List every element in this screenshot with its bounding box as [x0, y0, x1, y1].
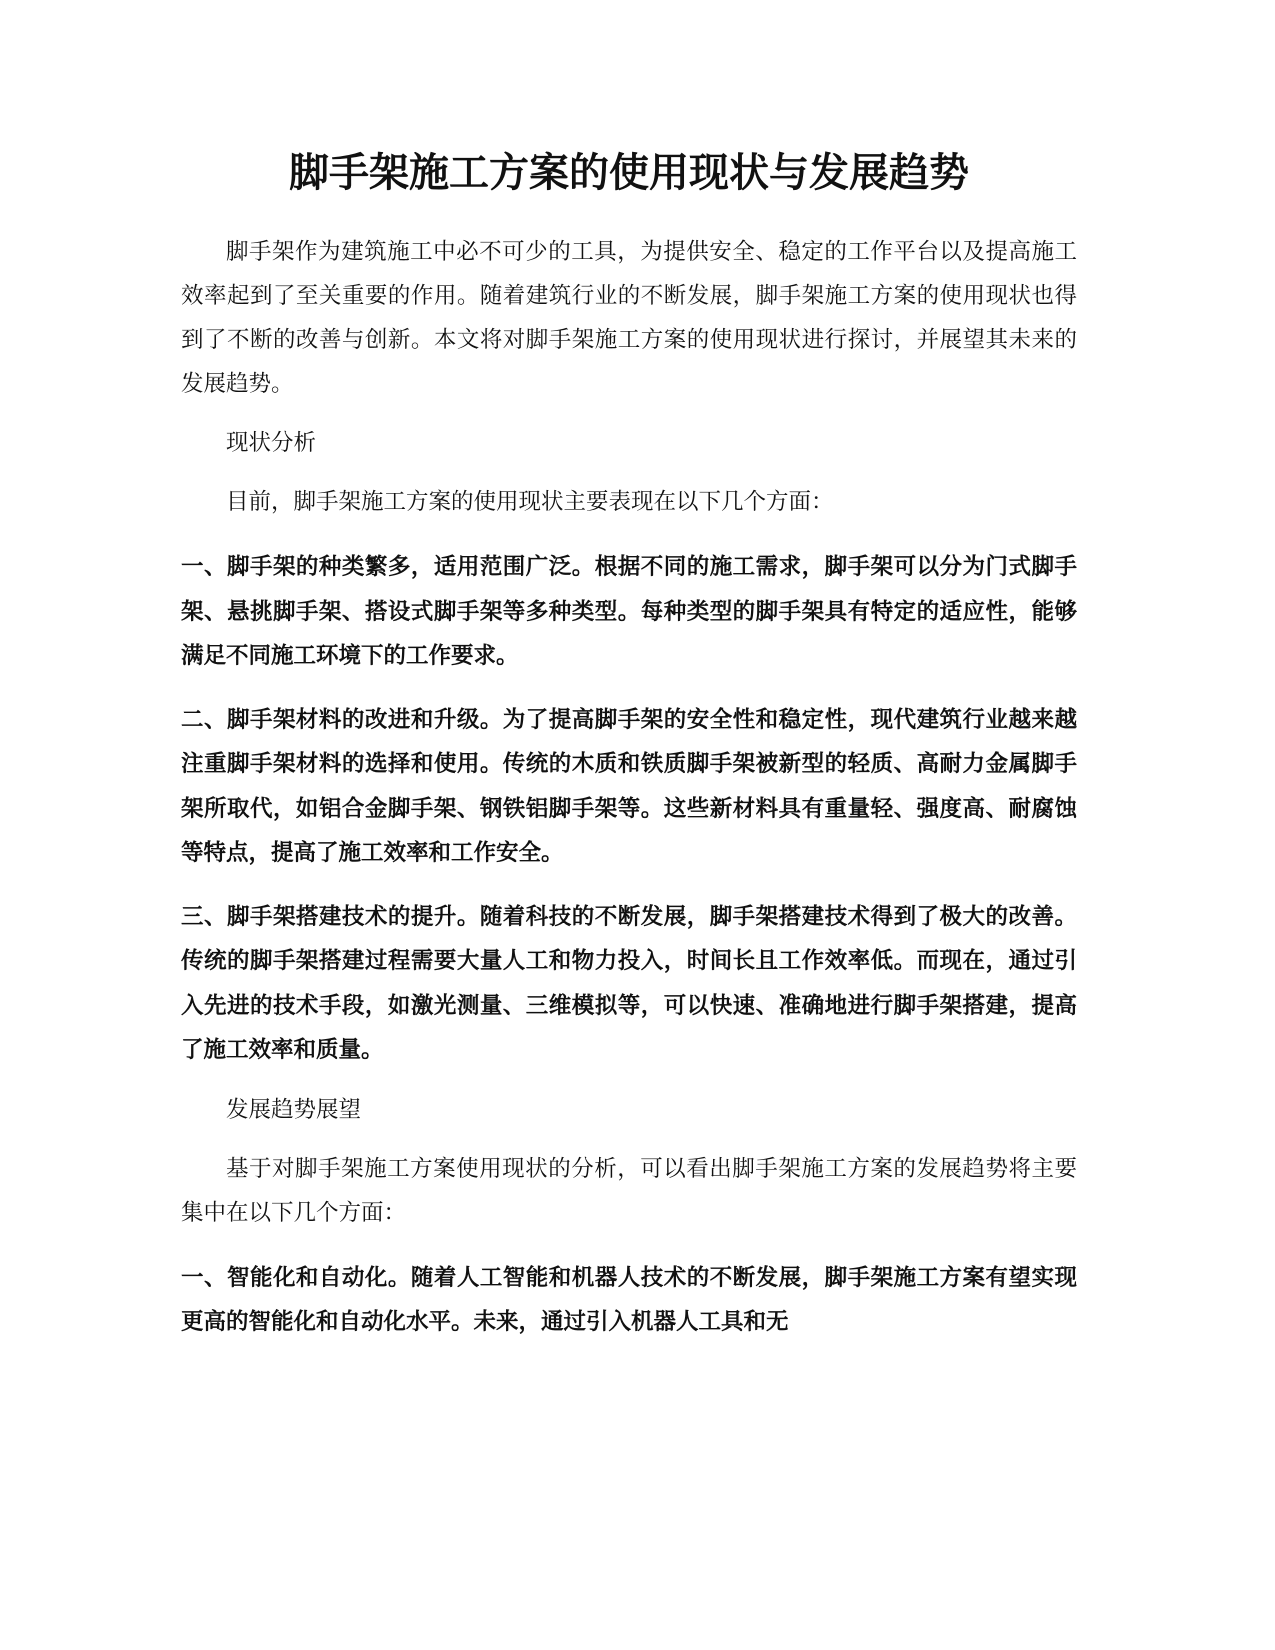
status-point-3: 三、脚手架搭建技术的提升。随着科技的不断发展，脚手架搭建技术得到了极大的改善。传统的脚手架搭建过程需要大量人工和物力投入，时间长且工作效率低。而现在，通过引入先进的技术手段，如激光测量、三维模拟等，可以快速、准确地进行脚手架搭建，提高了施工效率和质量。	[181, 903, 1077, 1063]
section-heading-status: 现状分析	[226, 430, 317, 456]
section-heading-trends: 发展趋势展望	[226, 1096, 362, 1123]
status-point-2: 二、脚手架材料的改进和升级。为了提高脚手架的安全性和稳定性，现代建筑行业越来越注重脚手架材料的选择和使用。传统的木质和铁质脚手架被新型的轻质、高耐力金属脚手架所取代，如铝合金脚手架、钢铁铝脚手架等。这些新材料具有重量轻、强度高、耐腐蚀等特点，提高了施工效率和工作安全。	[181, 706, 1077, 866]
trend-point-1: 一、智能化和自动化。随着人工智能和机器人技术的不断发展，脚手架施工方案有望实现更高的智能化和自动化水平。未来，通过引入机器人工具和无	[181, 1264, 1077, 1335]
document-title: 脚手架施工方案的使用现状与发展趋势	[289, 150, 969, 196]
section-lead-status: 目前，脚手架施工方案的使用现状主要表现在以下几个方面：	[226, 489, 834, 515]
intro-paragraph: 脚手架作为建筑施工中必不可少的工具，为提供安全、稳定的工作平台以及提高施工效率起到了至关重要的作用。随着建筑行业的不断发展，脚手架施工方案的使用现状也得到了不断的改善与创新。本文将对脚手架施工方案的使用现状进行探讨，并展望其未来的发展趋势。	[181, 239, 1077, 397]
document-body	[181, 140, 1077, 1345]
status-point-1: 一、脚手架的种类繁多，适用范围广泛。根据不同的施工需求，脚手架可以分为门式脚手架、悬挑脚手架、搭设式脚手架等多种类型。每种类型的脚手架具有特定的适应性，能够满足不同施工环境下的工作要求。	[181, 554, 1077, 669]
section-lead-trends: 基于对脚手架施工方案使用现状的分析，可以看出脚手架施工方案的发展趋势将主要集中在以下几个方面：	[181, 1155, 1077, 1226]
